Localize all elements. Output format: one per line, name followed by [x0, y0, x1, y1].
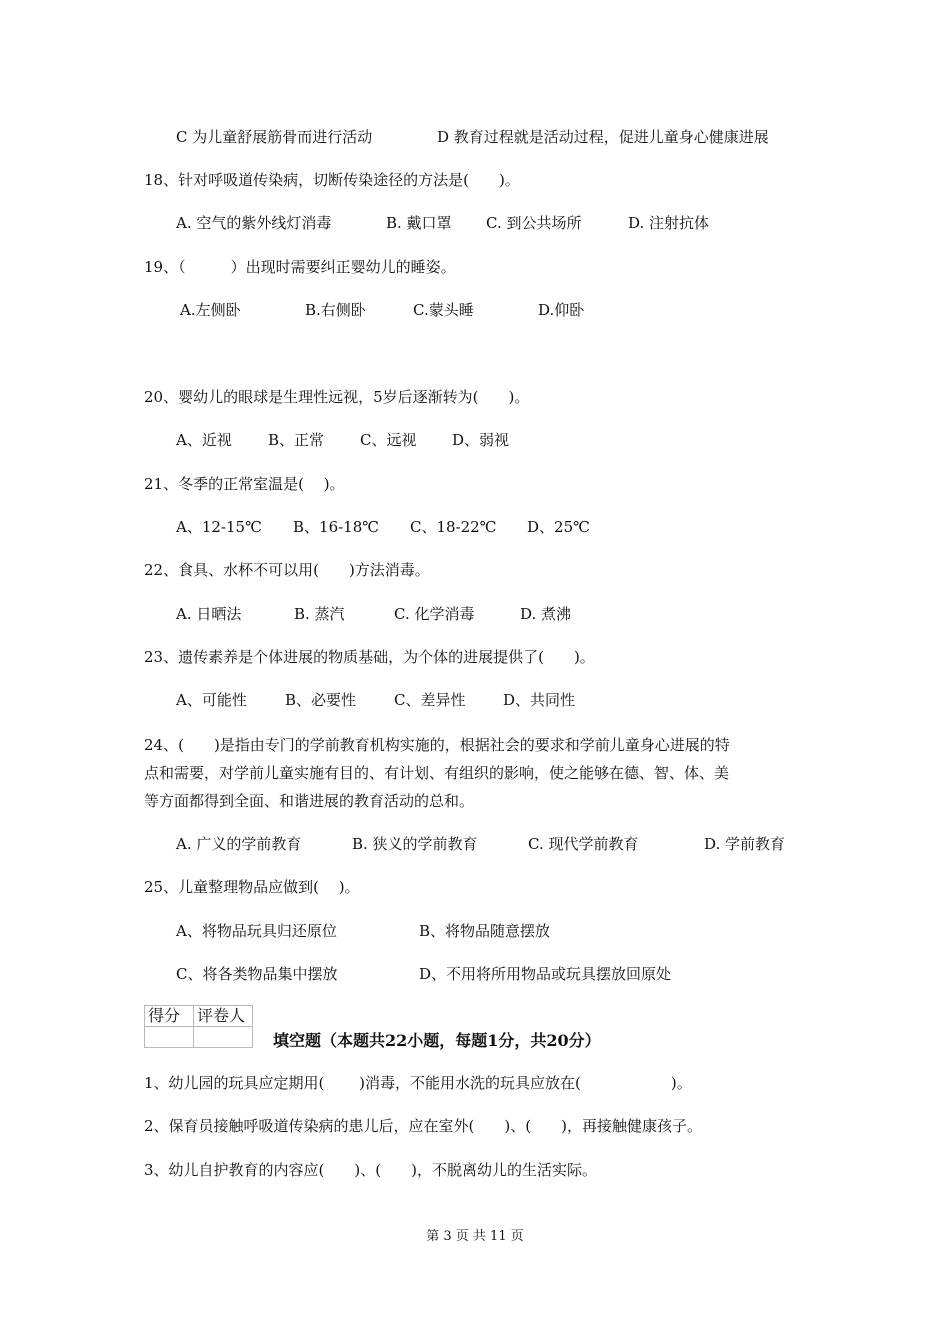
option-a: A、近视 — [176, 431, 232, 449]
option-b: B. 蒸汽 — [294, 605, 345, 623]
question-24-line-3: 等方面都得到全面、和谐进展的教育活动的总和。 — [144, 792, 475, 810]
question-24-line-1: 24、( )是指由专门的学前教育机构实施的，根据社会的要求和学前儿童身心进展的特 — [144, 736, 730, 754]
option-a: A、可能性 — [176, 691, 247, 709]
option-c: C.蒙头睡 — [413, 301, 474, 319]
question-21-stem: 21、冬季的正常室温是( )。 — [144, 475, 345, 493]
option-c: C 为儿童舒展筋骨而进行活动 — [176, 128, 373, 146]
option-b: B. 戴口罩 — [386, 214, 452, 232]
option-d: D.仰卧 — [538, 301, 585, 319]
option-d: D. 注射抗体 — [628, 214, 710, 232]
option-c: C、将各类物品集中摆放 — [176, 965, 338, 983]
option-d: D. 煮沸 — [520, 605, 572, 623]
section-title: 填空题（本题共22小题，每题1分，共20分） — [273, 1031, 601, 1050]
score-header: 得分 — [145, 1006, 194, 1027]
option-a: A. 日晒法 — [176, 605, 242, 623]
option-b: B、将物品随意摆放 — [419, 922, 551, 940]
option-b: B、必要性 — [285, 691, 357, 709]
score-box — [144, 1005, 253, 1048]
question-19-stem: 19、（ ）出现时需要纠正婴幼儿的睡姿。 — [144, 258, 456, 276]
option-d: D、共同性 — [503, 691, 576, 709]
option-a: A、12-15℃ — [176, 518, 262, 536]
option-a: A.左侧卧 — [180, 301, 241, 319]
option-d: D 教育过程就是活动过程，促进儿童身心健康进展 — [437, 128, 769, 146]
question-24-line-2: 点和需要，对学前儿童实施有目的、有计划、有组织的影响，使之能够在德、智、体、美 — [144, 764, 730, 782]
grader-header: 评卷人 — [194, 1006, 253, 1027]
option-d: D、25℃ — [527, 518, 590, 536]
page-number: 第 3 页 共 11 页 — [426, 1229, 524, 1244]
score-cell — [145, 1027, 194, 1048]
question-25-stem: 25、儿童整理物品应做到( )。 — [144, 878, 360, 896]
question-23-stem: 23、遗传素养是个体进展的物质基础，为个体的进展提供了( )。 — [144, 648, 595, 666]
option-b: B、正常 — [268, 431, 325, 449]
fill-question-1: 1、幼儿园的玩具应定期用( )消毒，不能用水洗的玩具应放在( )。 — [144, 1074, 692, 1092]
question-18-stem: 18、针对呼吸道传染病，切断传染途径的方法是( )。 — [144, 171, 520, 189]
option-d: D、不用将所用物品或玩具摆放回原处 — [419, 965, 672, 983]
option-b: B. 狭义的学前教育 — [352, 835, 478, 853]
question-20-stem: 20、婴幼儿的眼球是生理性远视，5岁后逐渐转为( )。 — [144, 388, 530, 406]
option-c: C、18-22℃ — [410, 518, 497, 536]
option-d: D. 学前教育 — [704, 835, 786, 853]
fill-question-2: 2、保育员接触呼吸道传染病的患儿后，应在室外( )、( )，再接触健康孩子。 — [144, 1117, 702, 1135]
option-b: B、16-18℃ — [293, 518, 380, 536]
fill-question-3: 3、幼儿自护教育的内容应( )、( )，不脱离幼儿的生活实际。 — [144, 1161, 597, 1179]
option-c: C. 现代学前教育 — [528, 835, 639, 853]
option-c: C、差异性 — [394, 691, 466, 709]
option-b: B.右侧卧 — [305, 301, 366, 319]
option-a: A、将物品玩具归还原位 — [176, 922, 337, 940]
option-a: A. 广义的学前教育 — [176, 835, 302, 853]
option-c: C. 化学消毒 — [394, 605, 475, 623]
grader-cell — [194, 1027, 253, 1048]
question-22-stem: 22、食具、水杯不可以用( )方法消毒。 — [144, 561, 430, 579]
option-a: A. 空气的紫外线灯消毒 — [176, 214, 332, 232]
option-d: D、弱视 — [452, 431, 510, 449]
option-c: C、远视 — [360, 431, 417, 449]
option-c: C. 到公共场所 — [486, 214, 582, 232]
